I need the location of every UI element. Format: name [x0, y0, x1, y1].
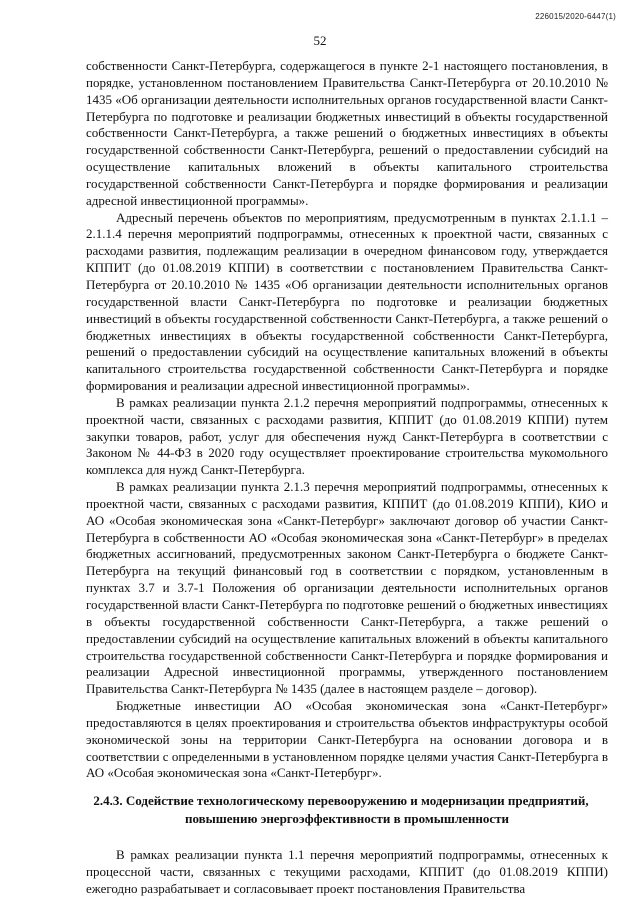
section-heading	[86, 792, 608, 828]
paragraph-item-2-1-2: В рамках реализации пункта 2.1.2 перечня мероприятий подпрограммы, отнесенных к проектной части, связанных с расходами развития, КППИТ (до 01.08.2019 КППИ) путем закупки товаров, работ, услуг для обеспечения нужд Санкт-Петербурга в соответствии с Законом № 44-ФЗ в 2020 году осуществляет проектирование строительства мукомольного комплекса для нужд Санкт-Петербурга.	[86, 394, 608, 478]
paragraph-address-list: Адресный перечень объектов по мероприятиям, предусмотренным в пунктах 2.1.1.1 – 2.1.1.4 перечня мероприятий подпрограммы, отнесенных к проектной части, связанных с расходами развития, подлежащим реализации в очередном финансовом году, утверждается КППИТ (до 01.08.2019 КППИ) в соответствии с постановлением Правительства Санкт-Петербурга от 20.10.2010 № 1435 «Об организации деятельности исполнительных органов государственной власти Санкт-Петербурга по подготовке и реализации бюджетных инвестиций в объекты государственной собственности Санкт-Петербурга, а также решений о бюджетных инвестициях в объекты государственной собственности Санкт-Петербурга, решений о предоставлении субсидий на осуществление капитальных вложений в объекты капитального строительства государственной собственности Санкт-Петербурга и порядке формирования и реализации адресной инвестиционной программы».	[86, 209, 608, 394]
page-number: 52	[313, 33, 327, 48]
document-code: 226015/2020-6447(1)	[535, 12, 616, 21]
section-heading-number: 2.4.3.	[93, 793, 123, 809]
paragraph-item-2-1-3: В рамках реализации пункта 2.1.3 перечня мероприятий подпрограммы, отнесенных к проектной части, связанных с расходами развития, КППИТ (до 01.08.2019 КППИ), КИО и АО «Особая экономическая зона «Санкт-Петербург» заключают договор об участии Санкт-Петербурга в собственности АО «Особая экономическая зона «Санкт-Петербург» в пределах бюджетных ассигнований, предусмотренных законом Санкт-Петербурга о бюджете Санкт-Петербурга на текущий финансовый год в соответствии с порядком, установленным в пунктах 3.7 и 3.7-1 Положения об организации деятельности исполнительных органов государственной власти Санкт-Петербурга по подготовке решений о бюджетных инвестициях в объекты государственной собственности Санкт-Петербурга, а также решений о предоставлении субсидий на осуществление капитальных вложений в объекты капитального строительства государственной собственности Санкт-Петербурга и порядке формирования и реализации Адресной инвестиционной программы, утвержденного постановлением Правительства Санкт-Петербурга № 1435 (далее в настоящем разделе – договор).	[86, 479, 608, 697]
document-body	[86, 58, 608, 898]
section-heading-text: Содействие технологическому перевооружению и модернизации предприятий, повышению энергоэффективности в промышленности	[125, 793, 589, 827]
paragraph-continuation: собственности Санкт-Петербурга, содержащегося в пункте 2-1 настоящего постановления, в порядке, установленном постановлением Правительства Санкт-Петербурга от 20.10.2010 № 1435 «Об организации деятельности исполнительных органов государственной власти Санкт-Петербурга по подготовке и реализации бюджетных инвестиций в объекты государственной собственности Санкт-Петербурга, а также решений о бюджетных инвестициях в объекты государственной собственности Санкт-Петербурга, решений о предоставлении субсидий на осуществление капитальных вложений в объекты капитального строительства государственной собственности Санкт-Петербурга и порядке формирования и реализации адресной инвестиционной программы».	[86, 58, 608, 208]
paragraph-budget-investments: Бюджетные инвестиции АО «Особая экономическая зона «Санкт-Петербург» предоставляются в целях проектирования и строительства объектов инфраструктуры особой экономической зоны на территории Санкт-Петербурга на основании договора и в соответствии с определенными в установленном порядке целями участия Санкт-Петербурга в АО «Особая экономическая зона «Санкт-Петербург».	[86, 698, 608, 781]
paragraph-item-1-1: В рамках реализации пункта 1.1 перечня мероприятий подпрограммы, отнесенных к процессной части, связанных с текущими расходами, КППИТ (до 01.08.2019 КППИ) ежегодно разрабатывает и согласовывает проект постановления Правительства	[86, 847, 608, 896]
